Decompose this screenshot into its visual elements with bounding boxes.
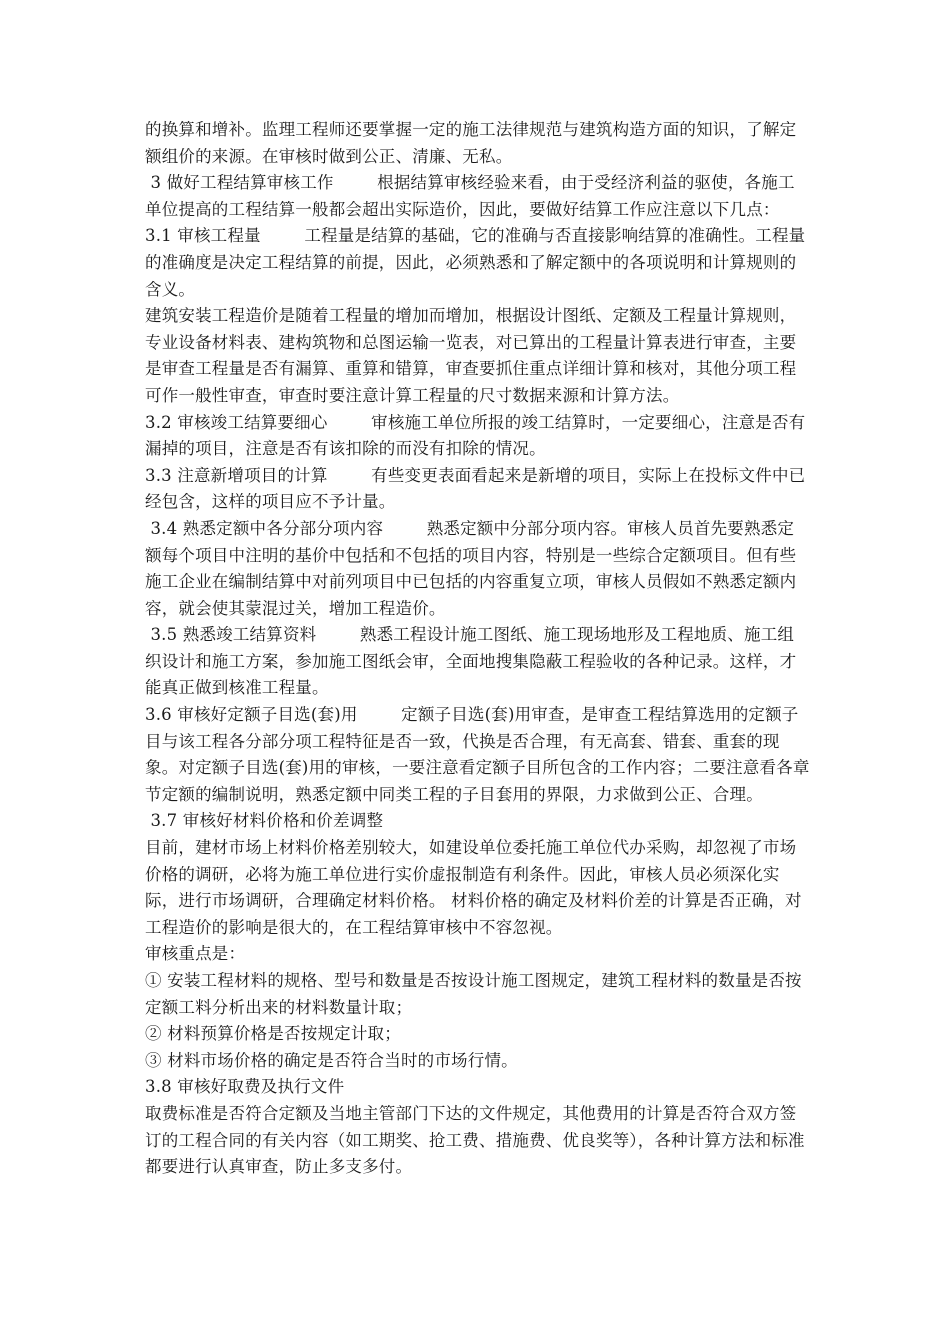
section-3-8-heading: 3.8 审核好取费及执行文件 (145, 1077, 345, 1097)
section-3-2-paragraph: 3.2 审核竣工结算要细心 审核施工单位所报的竣工结算时，一定要细心，注意是否有漏掉的项目，注意是否有该扣除的而没有扣除的情况。 (145, 412, 806, 459)
section-3-1-paragraph: 3.1 审核工程量 工程量是结算的基础，它的准确与否直接影响结算的准确性。工程量的准确度是决定工程结算的前提，因此，必须熟悉和了解定额中的各项说明和计算规则的含义。 (145, 226, 806, 299)
section-3-6-paragraph: 3.6 审核好定额子目选(套)用 定额子目选(套)用审查，是审查工程结算选用的定额子目与该工程各分部分项工程特征是否一致，代换是否合理，有无高套、错套、重套的现象。对定额子目选(套)用的审核，一要注意看定额子目所包含的工作内容；二要注意看各章节定额的编制说明，熟悉定额中同类工程的子目套用的界限，力求做到公正、合理。 (145, 705, 810, 804)
section-3-heading-paragraph: 3 做好工程结算审核工作 根据结算审核经验来看，由于受经济利益的驱使，各施工单位提高的工程结算一般都会超出实际造价，因此，要做好结算工作应注意以下几点： (145, 173, 795, 219)
review-focus-item-3: ③ 材料市场价格的确定是否符合当时的市场行情。 (145, 1050, 518, 1070)
section-3-8-paragraph: 取费标准是否符合定额及当地主管部门下达的文件规定，其他费用的计算是否符合双方签订的工程合同的有关内容（如工期奖、抢工费、措施费、优良奖等），各种计算方法和标准都要进行认真审查，防止多支多付。 (145, 1103, 805, 1177)
section-3-7-paragraph: 目前，建材市场上材料价格差别较大，如建设单位委托施工单位代办采购，却忽视了市场价格的调研，必将为施工单位进行实价虚报制造有利条件。因此，审核人员必须深化实际，进行市场调研，合理确定材料价格。 材料价格的确定及材料价差的计算是否正确，对工程造价的影响是很大的，在工程结算审核中不容忽视。 (145, 838, 802, 937)
section-3-5-paragraph: 3.5 熟悉竣工结算资料 熟悉工程设计施工图纸、施工现场地形及工程地质、施工组织设计和施工方案，参加施工图纸会审，全面地搜集隐蔽工程验收的各种记录。这样，才能真正做到核准工程量。 (145, 625, 797, 698)
section-3-7-heading: 3.7 审核好材料价格和价差调整 (145, 811, 384, 831)
section-3-3-paragraph: 3.3 注意新增项目的计算 有些变更表面看起来是新增的项目，实际上在投标文件中已经包含，这样的项目应不予计量。 (145, 465, 806, 512)
review-focus-heading: 审核重点是： (145, 944, 246, 964)
section-3-4-paragraph: 3.4 熟悉定额中各分部分项内容 熟悉定额中分部分项内容。审核人员首先要熟悉定额每个项目中注明的基价中包括和不包括的项目内容，特别是一些综合定额项目。但有些施工企业在编制结算中对前列项目中已包括的内容重复立项，审核人员假如不熟悉定额内容，就会使其蒙混过关，增加工程造价。 (145, 518, 797, 618)
review-focus-item-1: ① 安装工程材料的规格、型号和数量是否按设计施工图规定，建筑工程材料的数量是否按定额工料分析出来的材料数量计取； (145, 971, 802, 1017)
paragraph-intro: 的换算和增补。监理工程师还要掌握一定的施工法律规范与建筑构造方面的知识，了解定额组价的来源。在审核时做到公正、清廉、无私。 (145, 120, 797, 166)
document-body (145, 117, 810, 1181)
section-3-1-detail-paragraph: 建筑安装工程造价是随着工程量的增加而增加，根据设计图纸、定额及工程量计算规则，专业设备材料表、建构筑物和总图运输一览表，对已算出的工程量计算表进行审查，主要是审查工程量是否有漏算、重算和错算，审查要抓住重点详细计算和核对，其他分项工程可作一般性审查，审查时要注意计算工程量的尺寸数据来源和计算方法。 (145, 306, 797, 405)
review-focus-item-2: ② 材料预算价格是否按规定计取； (145, 1024, 401, 1044)
